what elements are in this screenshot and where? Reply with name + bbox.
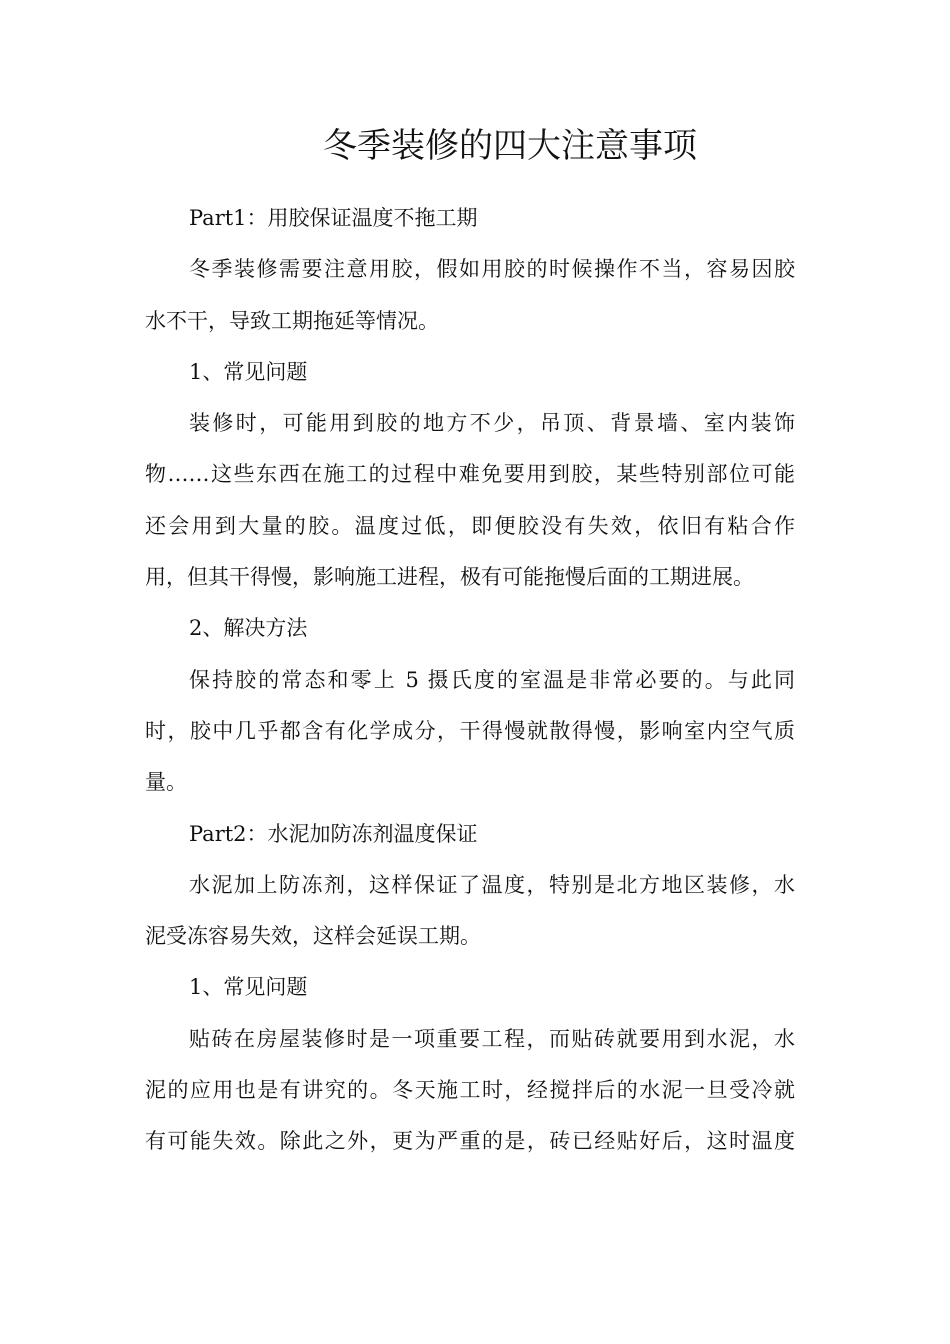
paragraph-line: 用，但其干得慢，影响施工进程，极有可能拖慢后面的工期进展。 xyxy=(145,565,754,590)
paragraph-line: 还会用到大量的胶。温度过低，即便胶没有失效，依旧有粘合作 xyxy=(145,513,795,538)
paragraph xyxy=(145,398,795,603)
document-body xyxy=(145,193,795,1168)
paragraph-line: 贴砖在房屋装修时是一项重要工程，而贴砖就要用到水泥，水 xyxy=(189,1026,795,1051)
paragraph-line: 装修时，可能用到胶的地方不少，吊顶、背景墙、室内装饰 xyxy=(189,411,795,436)
paragraph-line: 冬季装修需要注意用胶，假如用胶的时候操作不当，容易因胶 xyxy=(189,257,795,282)
section-heading-part1: Part1：用胶保证温度不拖工期 xyxy=(189,206,478,230)
paragraph-line: 泥的应用也是有讲究的。冬天施工时，经搅拌后的水泥一旦受冷就 xyxy=(145,1078,795,1103)
paragraph xyxy=(145,244,795,347)
paragraph xyxy=(145,860,795,963)
paragraph-line: 水泥加上防冻剂，这样保证了温度，特别是北方地区装修，水 xyxy=(189,872,795,897)
paragraph-line: 量。 xyxy=(145,770,187,795)
paragraph xyxy=(145,655,795,809)
paragraph-line: 物……这些东西在施工的过程中难免要用到胶，某些特别部位可能 xyxy=(145,462,795,487)
subsection-heading-common-issues: 1、常见问题 xyxy=(189,359,308,384)
paragraph-line: 水不干，导致工期拖延等情况。 xyxy=(145,308,439,333)
subsection-heading-common-issues: 1、常见问题 xyxy=(189,975,308,1000)
paragraph-line: 时，胶中几乎都含有化学成分，干得慢就散得慢，影响室内空气质 xyxy=(145,718,795,743)
subsection-heading-solutions: 2、解决方法 xyxy=(189,616,308,641)
section-heading-part2: Part2：水泥加防冻剂温度保证 xyxy=(189,821,478,846)
paragraph-line: 保持胶的常态和零上 5 摄氏度的室温是非常必要的。与此同 xyxy=(189,667,795,692)
paragraph-line: 有可能失效。除此之外，更为严重的是，砖已经贴好后，这时温度 xyxy=(145,1129,795,1154)
document-title: 冬季装修的四大注意事项 xyxy=(323,126,697,166)
paragraph xyxy=(145,1014,795,1168)
paragraph-line: 泥受冻容易失效，这样会延误工期。 xyxy=(145,924,481,949)
